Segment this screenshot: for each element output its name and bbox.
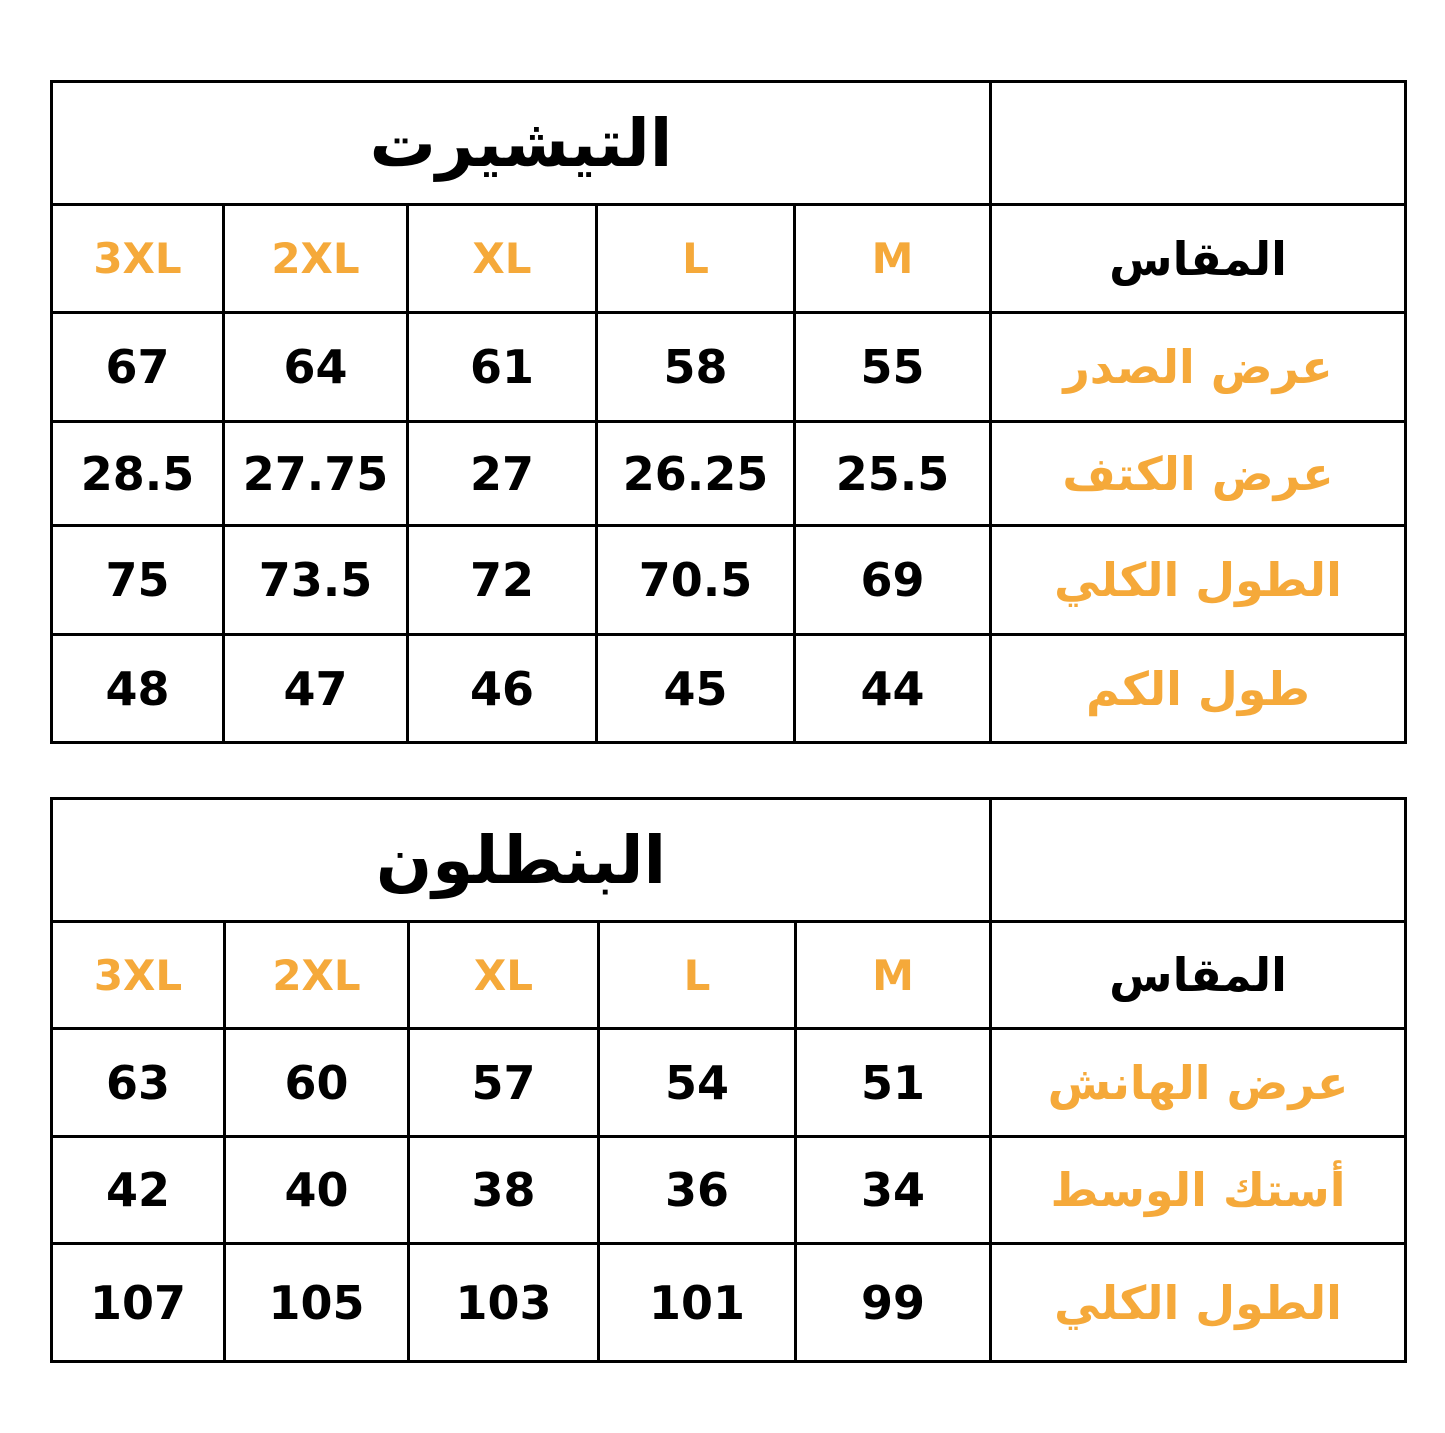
value-cell: 45 — [597, 635, 795, 743]
value-cell: 63 — [52, 1029, 225, 1137]
value-cell: 75 — [52, 526, 224, 635]
value-cell: 69 — [795, 526, 991, 635]
value-cell: 27 — [408, 422, 597, 526]
pants-title: البنطلون — [52, 799, 991, 922]
table-row — [52, 1137, 1406, 1244]
size-header-m: M — [796, 922, 991, 1029]
value-cell: 70.5 — [597, 526, 795, 635]
table-row — [52, 422, 1406, 526]
value-cell: 67 — [52, 313, 224, 422]
size-label: المقاس — [991, 922, 1406, 1029]
size-header-2xl: 2XL — [225, 922, 409, 1029]
size-label: المقاس — [991, 205, 1406, 313]
value-cell: 34 — [796, 1137, 991, 1244]
size-header-l: L — [599, 922, 796, 1029]
row-label: الطول الكلي — [991, 1244, 1406, 1362]
pants-size-table — [50, 797, 1407, 1363]
value-cell: 72 — [408, 526, 597, 635]
value-cell: 103 — [409, 1244, 599, 1362]
value-cell: 58 — [597, 313, 795, 422]
value-cell: 51 — [796, 1029, 991, 1137]
value-cell: 60 — [225, 1029, 409, 1137]
value-cell: 107 — [52, 1244, 225, 1362]
value-cell: 46 — [408, 635, 597, 743]
value-cell: 54 — [599, 1029, 796, 1137]
value-cell: 36 — [599, 1137, 796, 1244]
value-cell: 38 — [409, 1137, 599, 1244]
value-cell: 25.5 — [795, 422, 991, 526]
value-cell: 61 — [408, 313, 597, 422]
row-label: أستك الوسط — [991, 1137, 1406, 1244]
row-label: طول الكم — [991, 635, 1406, 743]
row-label: عرض الكتف — [991, 422, 1406, 526]
tshirt-size-table — [50, 80, 1407, 744]
table-row — [52, 635, 1406, 743]
pants-size-header-row — [52, 922, 1406, 1029]
row-label: عرض الهانش — [991, 1029, 1406, 1137]
value-cell: 73.5 — [224, 526, 408, 635]
size-header-xl: XL — [408, 205, 597, 313]
value-cell: 105 — [225, 1244, 409, 1362]
value-cell: 99 — [796, 1244, 991, 1362]
value-cell: 57 — [409, 1029, 599, 1137]
size-header-xl: XL — [409, 922, 599, 1029]
size-header-m: M — [795, 205, 991, 313]
tshirt-title-row — [52, 82, 1406, 205]
value-cell: 28.5 — [52, 422, 224, 526]
table-row — [52, 526, 1406, 635]
size-header-3xl: 3XL — [52, 205, 224, 313]
value-cell: 42 — [52, 1137, 225, 1244]
value-cell: 47 — [224, 635, 408, 743]
pants-empty-corner — [991, 799, 1406, 922]
value-cell: 55 — [795, 313, 991, 422]
value-cell: 26.25 — [597, 422, 795, 526]
value-cell: 27.75 — [224, 422, 408, 526]
row-label: الطول الكلي — [991, 526, 1406, 635]
value-cell: 44 — [795, 635, 991, 743]
table-row — [52, 313, 1406, 422]
value-cell: 64 — [224, 313, 408, 422]
table-row — [52, 1244, 1406, 1362]
table-row — [52, 1029, 1406, 1137]
pants-title-row — [52, 799, 1406, 922]
tshirt-title: التيشيرت — [52, 82, 991, 205]
tshirt-size-header-row — [52, 205, 1406, 313]
row-label: عرض الصدر — [991, 313, 1406, 422]
tshirt-empty-corner — [991, 82, 1406, 205]
size-header-l: L — [597, 205, 795, 313]
size-header-3xl: 3XL — [52, 922, 225, 1029]
value-cell: 101 — [599, 1244, 796, 1362]
size-header-2xl: 2XL — [224, 205, 408, 313]
value-cell: 48 — [52, 635, 224, 743]
value-cell: 40 — [225, 1137, 409, 1244]
